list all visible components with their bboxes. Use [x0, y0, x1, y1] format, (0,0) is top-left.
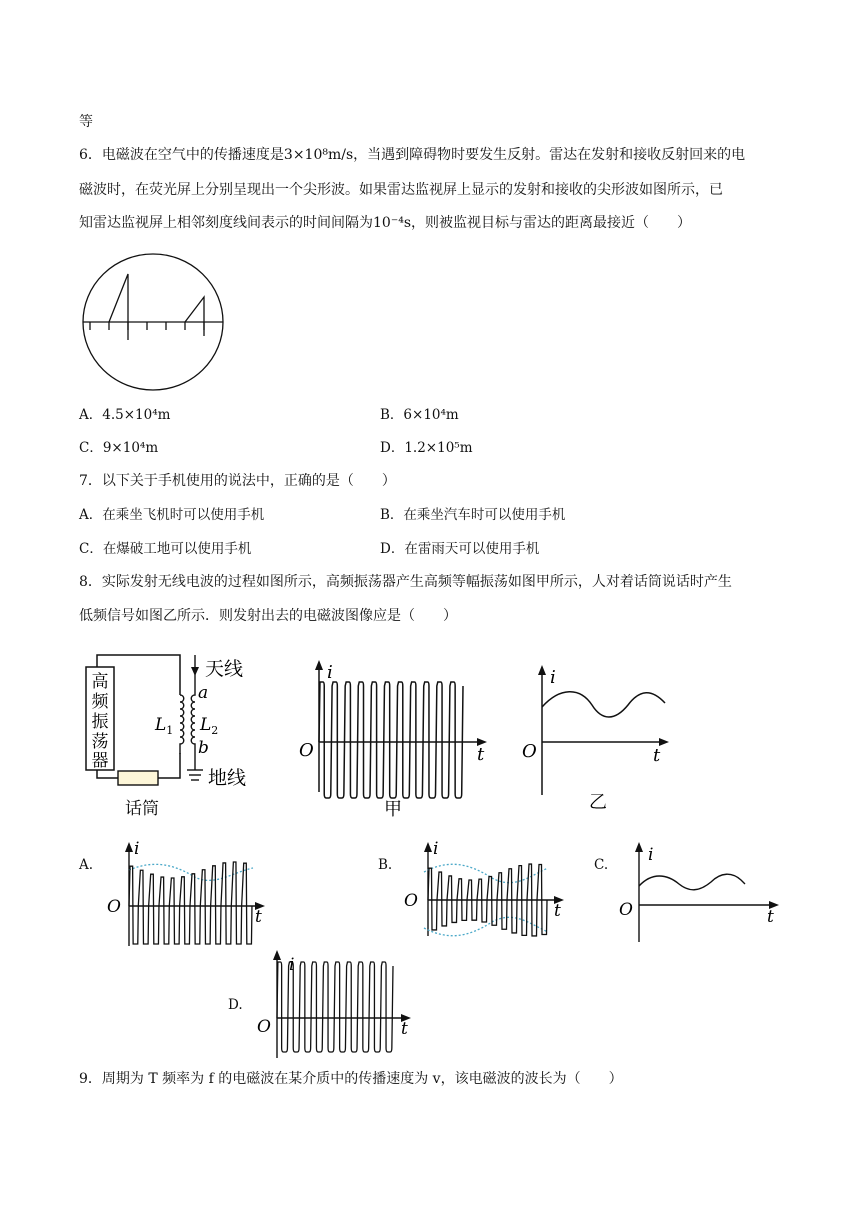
top-fragment: 等 — [79, 114, 93, 130]
antenna-label: 天线 — [205, 658, 244, 680]
option-c-y-label: i — [648, 845, 654, 865]
option-d-x-label: t — [401, 1019, 408, 1039]
q8-option-a-graph — [103, 840, 273, 950]
circuit-wire-bottom — [97, 770, 118, 778]
radar-tick-marks — [90, 322, 204, 330]
option-c-y-arrow-icon — [635, 842, 643, 852]
graph-jia-y-label: i — [327, 662, 333, 683]
microphone-box — [118, 771, 158, 785]
option-b-y-label: i — [433, 839, 439, 859]
q6-option-a: A．4.5×10⁴m — [79, 407, 171, 423]
graph-jia-x-label: t — [477, 744, 485, 765]
q8-option-c-letter: C. — [594, 857, 609, 873]
q8-option-b-letter: B. — [378, 857, 393, 873]
radar-emit-pulse — [109, 274, 128, 340]
q8-option-c-graph — [617, 840, 787, 945]
option-a-y-label: i — [134, 839, 140, 859]
option-b-x-label: t — [554, 901, 561, 921]
q8-line-2: 低频信号如图乙所示．则发射出去的电磁波图像应是（ ） — [79, 608, 457, 624]
q7-stem: 7．以下关于手机使用的说法中，正确的是（ ） — [79, 473, 396, 489]
graph-yi-wave — [542, 692, 665, 717]
q6-option-b: B．6×10⁴m — [380, 407, 459, 423]
label-L2: $L_2$ — [200, 715, 219, 737]
q6-option-d: D．1.2×10⁵m — [380, 440, 473, 456]
q8-option-a-letter: A. — [79, 857, 94, 873]
q7-option-d: D．在雷雨天可以使用手机 — [380, 541, 540, 557]
oscillator-label-5: 器 — [91, 751, 109, 771]
coil-L1 — [180, 695, 184, 754]
option-a-y-arrow-icon — [125, 842, 133, 852]
microphone-label: 话筒 — [125, 799, 159, 819]
option-a-envelope — [129, 864, 253, 880]
ground-label: 地线 — [208, 767, 247, 789]
option-b-origin: O — [404, 891, 418, 911]
q8-option-b-graph — [402, 840, 572, 940]
option-c-wave — [639, 874, 745, 890]
q8-option-d-letter: D. — [228, 997, 243, 1013]
q9-stem: 9．周期为 T 频率为 f 的电磁波在某介质中的传播速度为 v，该电磁波的波长为（ ） — [79, 1071, 623, 1087]
graph-jia-y-arrow-icon — [315, 660, 323, 670]
label-L1: $L_1$ — [155, 715, 174, 737]
option-c-origin: O — [619, 900, 633, 920]
graph-yi-signal — [520, 665, 680, 815]
antenna-arrow-icon — [191, 667, 199, 676]
transmitter-circuit-diagram — [80, 650, 280, 825]
graph-jia-caption: 甲 — [384, 799, 402, 820]
circuit-wire-mic-right — [158, 753, 180, 778]
label-a: a — [198, 683, 209, 703]
option-d-y-arrow-icon — [273, 950, 281, 960]
graph-jia-origin: O — [299, 740, 314, 761]
label-b: b — [198, 738, 209, 758]
q6-line-1: 6．电磁波在空气中的传播速度是3×10⁸m/s，当遇到障碍物时要发生反射。雷达在发射和接收反射回来的电 — [79, 147, 746, 163]
graph-yi-y-label: i — [550, 667, 556, 688]
ground-icon — [187, 770, 203, 780]
oscillator-label-2: 频 — [91, 692, 109, 712]
q6-option-c: C．9×10⁴m — [79, 440, 159, 456]
graph-yi-y-arrow-icon — [538, 665, 546, 675]
graph-yi-x-arrow-icon — [659, 738, 669, 746]
radar-screen-figure — [80, 252, 230, 392]
oscillator-label-4: 荡 — [91, 732, 109, 752]
q8-line-1: 8．实际发射无线电波的过程如图所示，高频振荡器产生高频等幅振荡如图甲所示，人对着话筒说话时产生 — [79, 574, 732, 590]
option-c-x-label: t — [767, 907, 774, 927]
graph-yi-x-label: t — [653, 745, 661, 766]
q6-line-3: 知雷达监视屏上相邻刻度线间表示的时间间隔为10⁻⁴s，则被监视目标与雷达的距离最接近（ ） — [79, 215, 691, 231]
radar-echo-pulse — [185, 297, 204, 336]
option-a-origin: O — [107, 897, 121, 917]
graph-jia-wave — [319, 682, 463, 798]
option-d-wave — [277, 962, 393, 1052]
q6-line-2: 磁波时，在荧光屏上分别呈现出一个尖形波。如果雷达监视屏上显示的发射和接收的尖形波如图所示，已 — [79, 182, 723, 198]
graph-yi-origin: O — [522, 741, 537, 762]
option-a-x-label: t — [255, 907, 262, 927]
option-b-y-arrow-icon — [424, 842, 432, 852]
oscillator-label-1: 高 — [91, 672, 109, 692]
q7-option-b: B．在乘坐汽车时可以使用手机 — [380, 507, 566, 523]
oscillator-label-3: 振 — [91, 712, 109, 732]
q7-option-a: A．在乘坐飞机时可以使用手机 — [79, 507, 265, 523]
option-d-y-label: i — [289, 955, 295, 975]
graph-yi-caption: 乙 — [589, 792, 607, 813]
q8-option-d-graph — [255, 948, 425, 1063]
graph-jia-carrier — [295, 660, 495, 820]
option-d-origin: O — [257, 1017, 271, 1037]
q7-option-c: C．在爆破工地可以使用手机 — [79, 541, 252, 557]
